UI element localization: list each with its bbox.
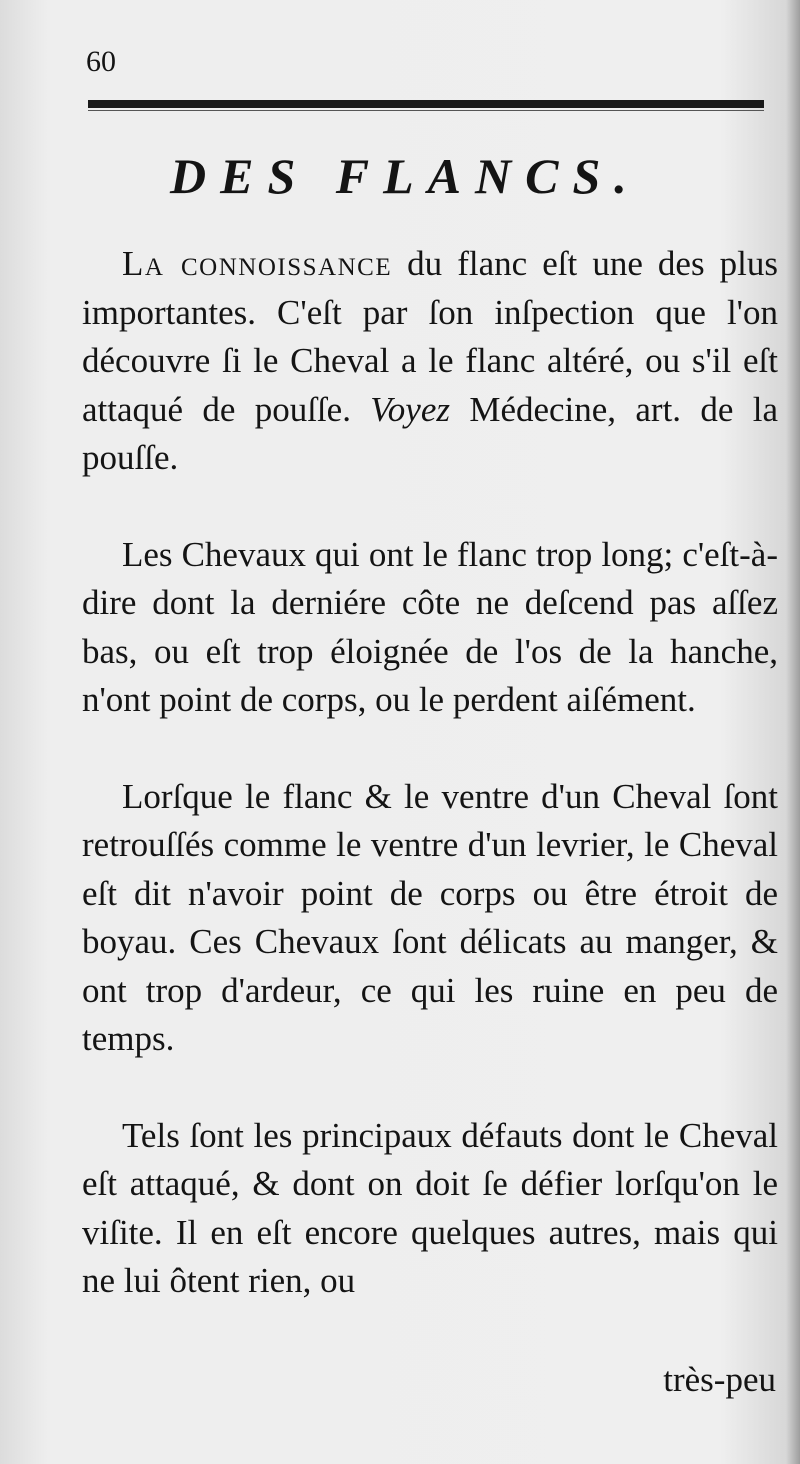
paragraph-4: Tels ſont les principaux défauts dont le Cheval eſt attaqué, & dont on doit ſe défier lorſqu'on le viſite. Il en eſt encore quelques autres, mais qui ne lui ôtent rien, ou bbox=[82, 1115, 778, 1300]
paragraph-1 bbox=[82, 240, 778, 483]
page-number: 60 bbox=[86, 45, 116, 78]
paragraph-1-text: du flanc eſt une des plus importantes. C'eſt par ſon inſpection que l'on découvre ſi le Cheval a le flanc altéré, ou s'il eſt attaqué de pouſſe. bbox=[82, 244, 779, 429]
paragraph-1-lead: La connoissance bbox=[122, 244, 393, 283]
paragraph-1-italic: Voyez bbox=[370, 389, 450, 429]
paragraph-1-tail: Médecine, art. de la pouſſe. bbox=[82, 389, 778, 477]
catchword: très-peu bbox=[663, 1360, 776, 1399]
body-text bbox=[82, 240, 778, 1306]
section-heading: DES FLANCS. bbox=[170, 148, 641, 204]
page-edge-shadow bbox=[786, 0, 800, 1464]
header-rule bbox=[88, 100, 764, 108]
paragraph-2: Les Chevaux qui ont le flanc trop long; c'eſt-à-dire dont la derniére côte ne deſcend pas aſſez bas, ou eſt trop éloignée de l'os de la hanche, n'ont point de corps, ou le perdent aiſément. bbox=[82, 534, 778, 719]
paragraph-3: Lorſque le flanc & le ventre d'un Cheval ſont retrouſſés comme le ventre d'un levrier, le Cheval eſt dit n'avoir point de corps ou être étroit de boyau. Ces Chevaux ſont délicats au manger, & ont trop d'ardeur, ce qui les ruine en peu de temps. bbox=[82, 776, 778, 1058]
